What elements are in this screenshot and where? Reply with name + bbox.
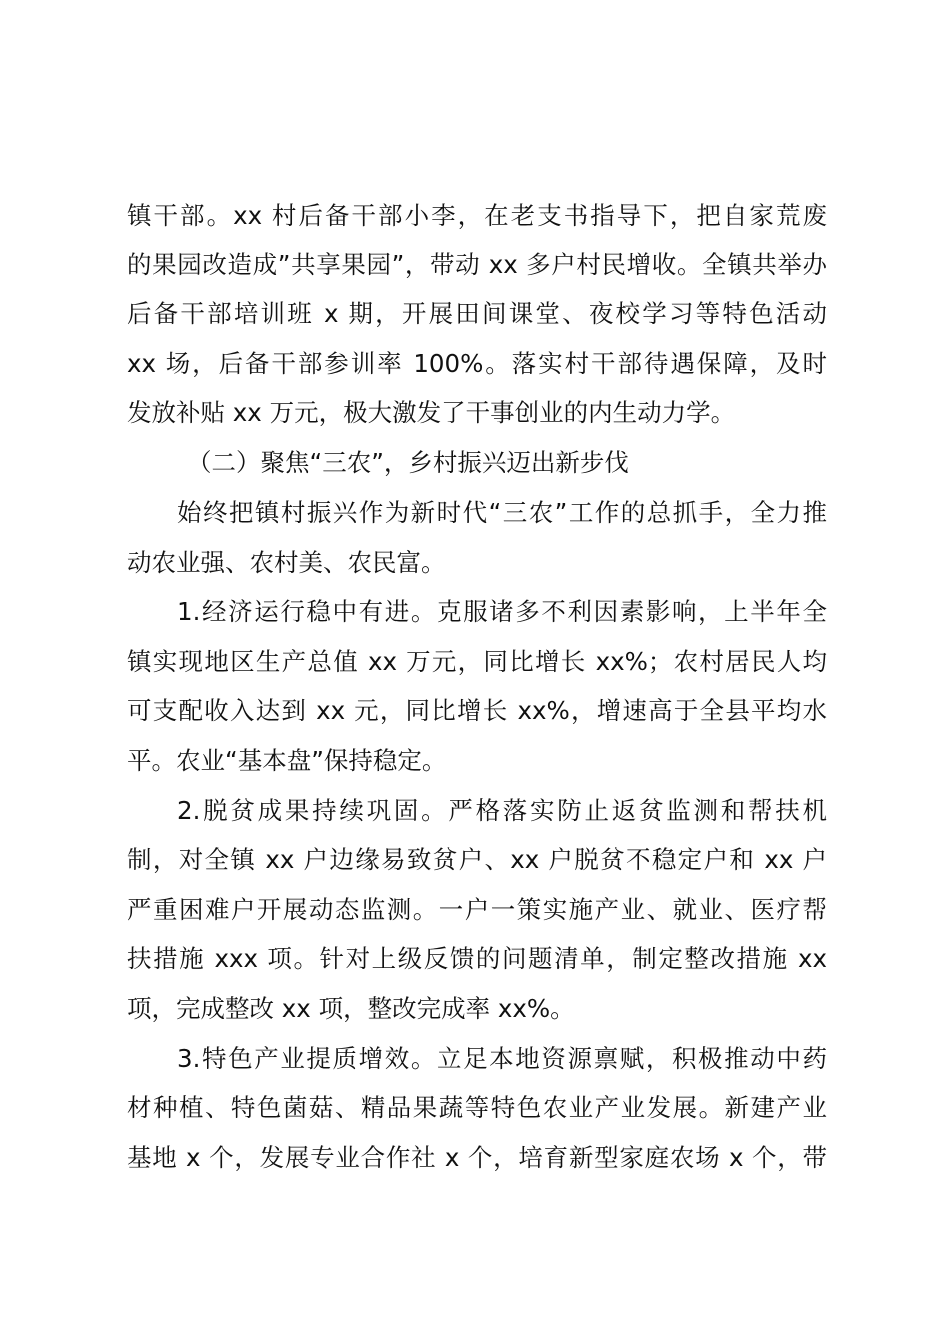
text-line: 的果园改造成”共享果园”，带动 xx 多户村民增收。全镇共举办 <box>127 250 827 279</box>
paragraph-start-line: 始终把镇村振兴作为新时代“三农”工作的总抓手，全力推 <box>177 498 827 527</box>
text-line: 动农业强、农村美、农民富。 <box>127 548 446 577</box>
text-line: xx 场，后备干部参训率 100%。落实村干部待遇保障，及时 <box>127 349 827 378</box>
text-line: 镇干部。xx 村后备干部小李，在老支书指导下，把自家荒废 <box>127 201 827 230</box>
section-heading: （二）聚焦“三农”，乡村振兴迈出新步伐 <box>187 448 629 477</box>
text-line: 项，完成整改 xx 项，整改完成率 xx%。 <box>127 994 575 1023</box>
text-line: 后备干部培训班 x 期，开展田间课堂、夜校学习等特色活动 <box>127 299 827 328</box>
text-line: 基地 x 个，发展专业合作社 x 个，培育新型家庭农场 x 个，带 <box>127 1143 827 1172</box>
numbered-item-1: 1.经济运行稳中有进。克服诸多不利因素影响，上半年全 <box>177 597 827 626</box>
text-line: 扶措施 xxx 项。针对上级反馈的问题清单，制定整改措施 xx <box>127 944 827 973</box>
numbered-item-3: 3.特色产业提质增效。立足本地资源禀赋，积极推动中药 <box>177 1044 827 1073</box>
text-line: 严重困难户开展动态监测。一户一策实施产业、就业、医疗帮 <box>127 895 827 924</box>
text-line: 制，对全镇 xx 户边缘易致贫户、xx 户脱贫不稳定户和 xx 户 <box>127 845 827 874</box>
text-line: 镇实现地区生产总值 xx 万元，同比增长 xx%；农村居民人均 <box>127 647 827 676</box>
numbered-item-2: 2.脱贫成果持续巩固。严格落实防止返贫监测和帮扶机 <box>177 796 827 825</box>
text-line: 材种植、特色菌菇、精品果蔬等特色农业产业发展。新建产业 <box>127 1093 827 1122</box>
text-line: 发放补贴 xx 万元，极大激发了干事创业的内生动力学。 <box>127 398 736 427</box>
text-line: 平。农业“基本盘”保持稳定。 <box>127 746 447 775</box>
text-line: 可支配收入达到 xx 元，同比增长 xx%，增速高于全县平均水 <box>127 696 827 725</box>
